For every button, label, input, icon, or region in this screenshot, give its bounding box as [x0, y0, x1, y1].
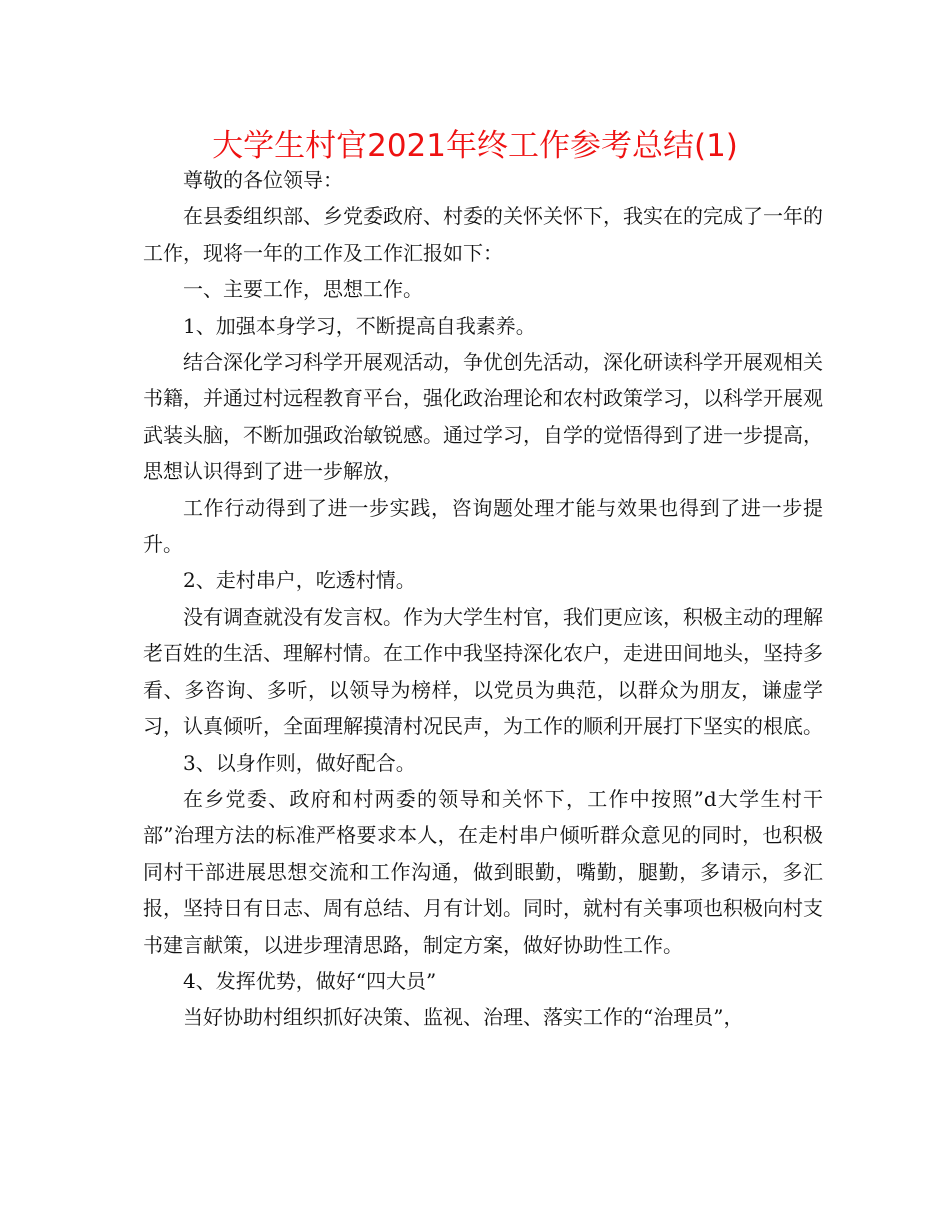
paragraph: 没有调查就没有发言权。作为大学生村官，我们更应该，积极主动的理解老百姓的生活、理解村情。在工作中我坚持深化农户，走进田间地头，坚持多看、多咨询、多听，以领导为榜样，以党员为典范，以群众为朋友，谦虚学习，认真倾听，全面理解摸清村况民声，为工作的顺利开展打下坚实的根底。 — [143, 604, 823, 739]
subsection-heading: 3、以身作则，做好配合。 — [183, 750, 416, 775]
subsection-heading: 2、走村串户，吃透村情。 — [183, 568, 416, 593]
paragraph: 在乡党委、政府和村两委的领导和关怀下，工作中按照”d大学生村干部”治理方法的标准严格要求本人，在走村串户倾听群众意见的同时，也积极同村干部进展思想交流和工作沟通，做到眼勤，嘴勤，腿勤，多请示，多汇报，坚持日有日志、周有总结、月有计划。同时，就村有关事项也积极向村支书建言献策，以进步理清思路，制定方案，做好协助性工作。 — [143, 786, 823, 957]
subsection-heading: 4、发挥优势，做好“四大员” — [183, 968, 437, 993]
salutation: 尊敬的各位领导： — [183, 168, 343, 192]
document-title: 大学生村官2021年终工作参考总结(1) — [212, 128, 738, 164]
document-body — [143, 162, 823, 1036]
subsection-heading: 1、加强本身学习，不断提高自我素养。 — [183, 313, 536, 338]
paragraph: 结合深化学习科学开展观活动，争优创先活动，深化研读科学开展观相关书籍，并通过村远程教育平台，强化政治理论和农村政策学习，以科学开展观武装头脑，不断加强政治敏锐感。通过学习，自学的觉悟得到了进一步提高，思想认识得到了进一步解放， — [143, 350, 823, 484]
paragraph: 工作行动得到了进一步实践，咨询题处理才能与效果也得到了进一步提升。 — [143, 495, 823, 557]
section-heading: 一、主要工作，思想工作。 — [183, 277, 423, 302]
paragraph: 当好协助村组织抓好决策、监视、治理、落实工作的“治理员”， — [183, 1005, 744, 1030]
paragraph: 在县委组织部、乡党委政府、村委的关怀关怀下，我实在的完成了一年的工作，现将一年的工作及工作汇报如下： — [143, 204, 823, 265]
